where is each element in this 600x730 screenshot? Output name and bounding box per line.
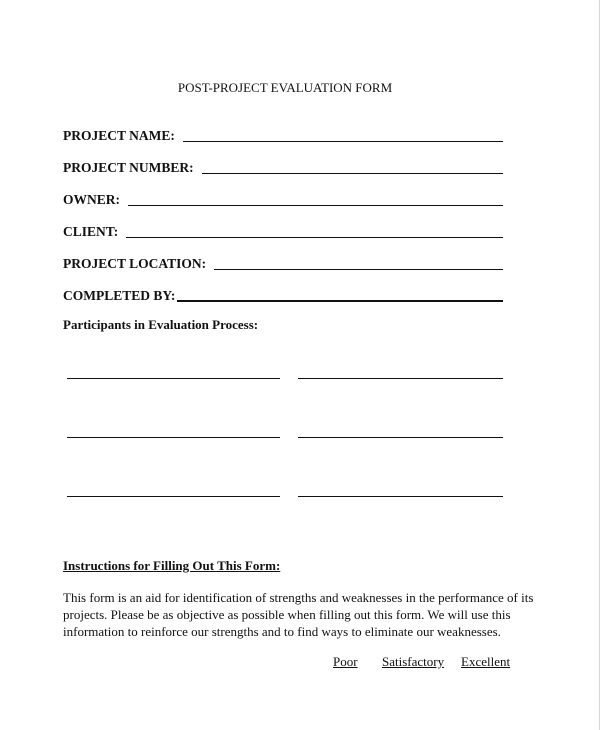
client-line[interactable] [126, 236, 503, 238]
client-label: CLIENT: [63, 224, 119, 239]
project-name-line[interactable] [183, 140, 503, 142]
participants-label: Participants in Evaluation Process: [63, 317, 259, 332]
rating-excellent: Excellent [461, 654, 511, 669]
owner-row [63, 190, 503, 208]
project-name-row [63, 126, 503, 144]
owner-label: OWNER: [63, 192, 120, 207]
participant-line-3[interactable] [67, 437, 280, 438]
instructions-line: information to reinforce our strengths and to find ways to eliminate our weaknesses. [63, 624, 501, 639]
project-location-label: PROJECT LOCATION: [63, 256, 207, 271]
rating-satisfactory: Satisfactory [382, 654, 445, 669]
project-name-label: PROJECT NAME: [63, 128, 175, 143]
project-number-line[interactable] [202, 172, 503, 174]
participant-line-2[interactable] [298, 378, 503, 379]
completed-by-label: COMPLETED BY: [63, 288, 176, 303]
project-number-row [63, 158, 503, 176]
participant-line-4[interactable] [298, 437, 503, 438]
client-row [63, 222, 503, 240]
completed-by-row [63, 286, 503, 304]
participant-line-1[interactable] [67, 378, 280, 379]
instructions-line: projects. Please be as objective as possible when filling out this form. We will use this [63, 607, 511, 622]
instructions-line: This form is an aid for identification of strengths and weaknesses in the performance of its [63, 590, 534, 605]
participant-line-5[interactable] [67, 496, 280, 497]
owner-line[interactable] [128, 204, 503, 206]
participant-line-6[interactable] [298, 496, 503, 497]
form-title: POST-PROJECT EVALUATION FORM [177, 80, 393, 95]
rating-poor: Poor [333, 654, 358, 669]
project-number-label: PROJECT NUMBER: [63, 160, 194, 175]
project-location-row [63, 254, 503, 272]
instructions-body [63, 589, 534, 640]
completed-by-line[interactable] [177, 299, 503, 302]
project-location-line[interactable] [214, 268, 503, 270]
instructions-heading: Instructions for Filling Out This Form: [63, 558, 281, 573]
